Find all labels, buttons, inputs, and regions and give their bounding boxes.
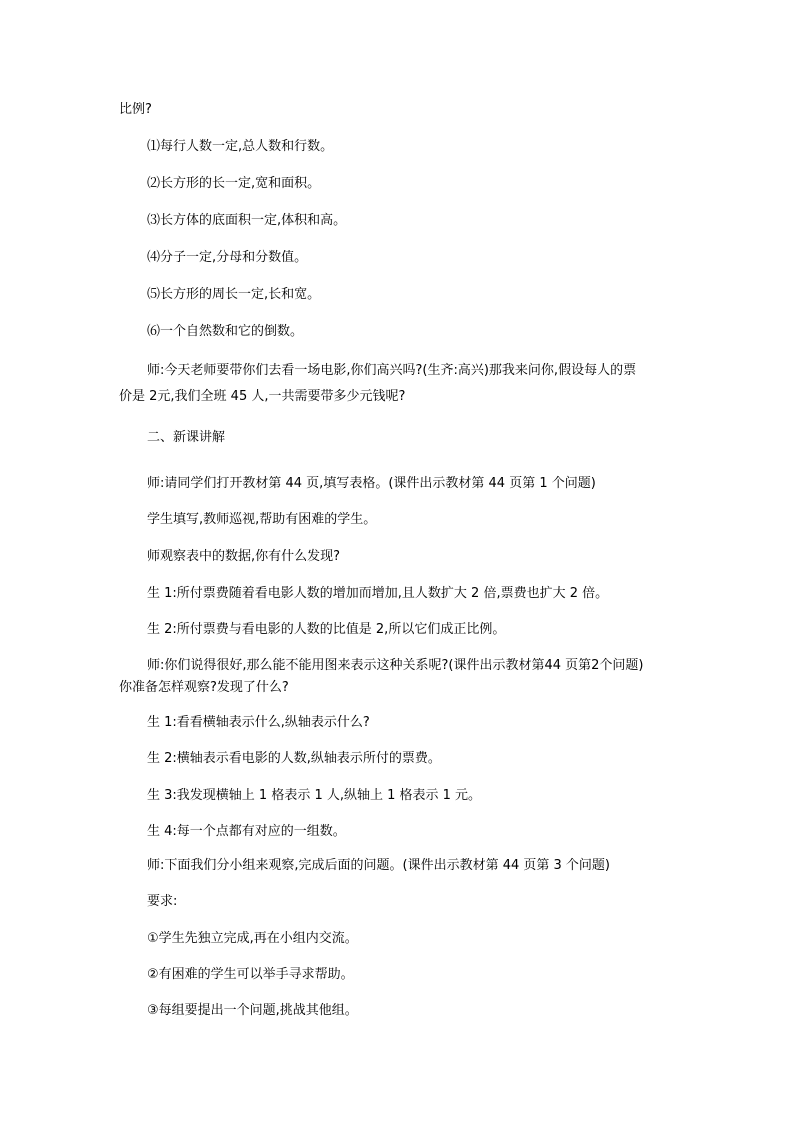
student-1-answer: 生 1:所付票费随着看电影人数的增加而增加,且人数扩大 2 倍,票费也扩大 2 倍。	[147, 586, 609, 601]
teacher-graph-paragraph	[119, 655, 644, 699]
requirement-1: ①学生先独立完成,再在小组内交流。	[147, 931, 358, 946]
teacher-graph-line-2: 你准备怎样观察?发现了什么?	[119, 680, 289, 695]
student-4-graph: 生 4:每一个点都有对应的一组数。	[147, 824, 346, 839]
requirement-3: ③每组要提出一个问题,挑战其他组。	[147, 1003, 358, 1018]
question-item-1: ⑴每行人数一定,总人数和行数。	[147, 139, 334, 154]
student-fill-line: 学生填写,教师巡视,帮助有困难的学生。	[147, 512, 377, 527]
question-item-4: ⑷分子一定,分母和分数值。	[147, 250, 308, 265]
question-item-2: ⑵长方形的长一定,宽和面积。	[147, 176, 321, 191]
teacher-movie-line-2: 价是 2元,我们全班 45 人,一共需要带多少元钱呢?	[119, 389, 406, 404]
requirements-label: 要求:	[147, 894, 178, 909]
teacher-observe-line: 师观察表中的数据,你有什么发现?	[147, 549, 341, 564]
requirement-2: ②有困难的学生可以举手寻求帮助。	[147, 967, 354, 982]
student-1-graph: 生 1:看看横轴表示什么,纵轴表示什么?	[147, 715, 370, 730]
section-heading: 二、新课讲解	[147, 430, 226, 445]
question-item-6: ⑹一个自然数和它的倒数。	[147, 324, 304, 339]
student-2-graph: 生 2:横轴表示看电影的人数,纵轴表示所付的票费。	[147, 751, 441, 766]
teacher-movie-paragraph	[119, 358, 636, 410]
teacher-group-line: 师:下面我们分小组来观察,完成后面的问题。(课件出示教材第 44 页第 3 个问题)	[147, 858, 610, 873]
continuation-line: 比例?	[119, 102, 152, 117]
teacher-movie-line-1: 师:今天老师要带你们去看一场电影,你们高兴吗?(生齐:高兴)那我来问你,假设每人的票	[147, 363, 637, 378]
student-2-answer: 生 2:所付票费与看电影的人数的比值是 2,所以它们成正比例。	[147, 622, 506, 637]
teacher-graph-line-1: 师:你们说得很好,那么能不能用图来表示这种关系呢?(课件出示教材第44 页第2个问题)	[147, 658, 644, 673]
student-3-graph: 生 3:我发现横轴上 1 格表示 1 人,纵轴上 1 格表示 1 元。	[147, 788, 482, 803]
question-item-5: ⑸长方形的周长一定,长和宽。	[147, 287, 321, 302]
question-item-3: ⑶长方体的底面积一定,体积和高。	[147, 213, 347, 228]
teacher-textbook-line: 师:请同学们打开教材第 44 页,填写表格。(课件出示教材第 44 页第 1 个问题)	[147, 476, 596, 491]
